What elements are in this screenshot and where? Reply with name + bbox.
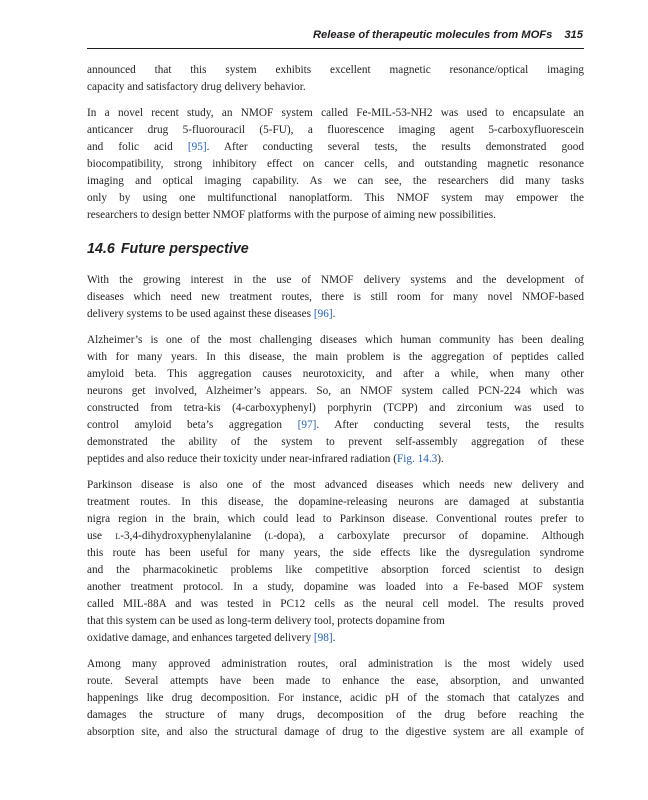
section-title: Future perspective: [120, 241, 249, 257]
text-fragment: .: [332, 632, 336, 644]
text-fragment: oxidative damage, and enhances targeted delivery: [87, 632, 314, 644]
citation-link-95[interactable]: [95]: [187, 141, 207, 153]
text-fragment: ).: [437, 453, 444, 465]
text-line: Parkinson disease is also one of the most advanced diseases which needs new delivery and: [87, 479, 584, 491]
text-line: with for many years. In this disease, the main problem is the aggregation of peptides called: [87, 351, 584, 363]
paragraph-6: [87, 656, 584, 741]
text-line: diseases which need new treatment routes, there is still room for many novel NMOF-based: [87, 291, 584, 303]
text-line: Alzheimer’s is one of the most challenging diseases which human community has been dealing: [87, 334, 584, 346]
section-heading: [87, 240, 584, 258]
text-line: and the pharmacokinetic problems like competitive absorption forced scientist to design: [87, 564, 584, 576]
text-line: [87, 139, 584, 156]
text-fragment: . After conducting several tests, the results: [316, 419, 584, 431]
text-line: [87, 630, 584, 647]
page-number: 315: [564, 29, 583, 41]
text-line: another treatment protocol. In a study, dopamine was loaded into a Fe-based MOF system: [87, 581, 584, 593]
paragraph-2: [87, 105, 584, 224]
text-line: absorption site, and also the structural damage of drug to the digestive system are all example of: [87, 726, 584, 738]
text-fragment: . After conducting several tests, the results demonstrated good: [206, 141, 584, 153]
text-line: that this system can be used as long-term delivery tool, protects dopamine from: [87, 615, 445, 627]
text-line: anticancer drug 5-fluorouracil (5-FU), a fluorescence imaging agent 5-carboxyfluorescein: [87, 124, 584, 136]
text-line: Among many approved administration routes, oral administration is the most widely used: [87, 658, 584, 670]
text-line: [87, 417, 584, 434]
citation-link-98[interactable]: [98]: [313, 632, 333, 644]
text-line: [87, 451, 584, 468]
small-caps-l: l: [268, 530, 274, 542]
page-body: [87, 62, 584, 750]
text-line: With the growing interest in the use of NMOF delivery systems and the development of: [87, 274, 584, 286]
text-line: amyloid beta. This aggregation causes neurotoxicity, and after a while, when many other: [87, 368, 584, 380]
text-line: constructed from tetra-kis (4-carboxyphenyl) porphyrin (TCPP) and zirconium was used to: [87, 402, 584, 414]
text-line: called MIL-88A and was tested in PC12 cells as the neural cell model. The results proved: [87, 598, 584, 610]
text-line: capacity and satisfactory drug delivery behavior.: [87, 81, 306, 93]
section-number: 14.6: [87, 241, 115, 257]
text-line: demonstrated the ability of the system to prevent self-assembly aggregation of these: [87, 436, 584, 448]
text-fragment: delivery systems to be used against these diseases: [87, 308, 314, 320]
citation-link-97[interactable]: [97]: [297, 419, 317, 431]
text-line: [87, 528, 584, 545]
text-line: imaging and optical imaging capability. As we can see, the researchers did many tasks: [87, 175, 584, 187]
text-line: In a novel recent study, an NMOF system called Fe-MIL-53-NH2 was used to encapsulate an: [87, 107, 584, 119]
paragraph-3: [87, 272, 584, 323]
text-line: damages the structure of many drugs, decomposition of the drug before reaching the: [87, 709, 584, 721]
text-line: biocompatibility, strong inhibitory effect on cancer cells, and outstanding magnetic resonance: [87, 158, 584, 170]
figure-link-14-3[interactable]: Fig. 14.3: [396, 453, 438, 465]
paragraph-5: [87, 477, 584, 647]
running-header: [87, 29, 583, 41]
citation-link-96[interactable]: [96]: [313, 308, 333, 320]
running-title: Release of therapeutic molecules from MOFs: [312, 29, 553, 41]
paragraph-1: [87, 62, 584, 96]
text-line: nigra region in the brain, which could lead to Parkinson disease. Conventional routes prefer to: [87, 513, 584, 525]
text-fragment: -dopa), a carboxylate precursor of dopamine. Although: [273, 530, 584, 542]
text-fragment: and folic acid: [87, 141, 188, 153]
text-fragment: use: [87, 530, 116, 542]
text-fragment: control amyloid beta’s aggregation: [87, 419, 298, 431]
text-line: neurons get involved, Alzheimer’s appears. So, an NMOF system called PCN-224 which was: [87, 385, 584, 397]
text-line: happenings like drug decomposition. For instance, acidic pH of the stomach that catalyzes and: [87, 692, 584, 704]
text-line: researchers to design better NMOF platforms with the purpose of aiming new possibilities.: [87, 209, 496, 221]
text-fragment: .: [332, 308, 336, 320]
text-fragment: -3,4-dihydroxyphenylalanine (: [120, 530, 269, 542]
small-caps-l: l: [115, 530, 121, 542]
paragraph-4: [87, 332, 584, 468]
text-fragment: peptides and also reduce their toxicity under near-infrared radiation (: [87, 453, 397, 465]
text-line: treatment routes. In this disease, the dopamine-releasing neurons are damaged at substantia: [87, 496, 584, 508]
text-line: [87, 306, 584, 323]
text-line: route. Several attempts have been made to enhance the ease, absorption, and unwanted: [87, 675, 584, 687]
header-rule: [87, 48, 584, 49]
text-line: only by using one multifunctional nanoplatform. This NMOF system may empower the: [87, 192, 584, 204]
text-line: announced that this system exhibits excellent magnetic resonance/optical imaging: [87, 64, 584, 76]
text-line: this route has been useful for many years, the side effects like the dysregulation syndrome: [87, 547, 584, 559]
